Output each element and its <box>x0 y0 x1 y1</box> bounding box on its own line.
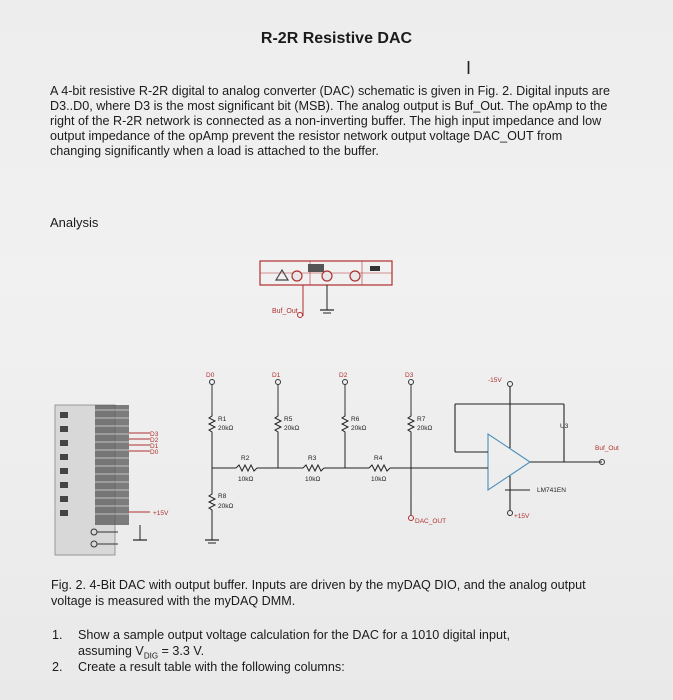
question-1-number: 1. <box>52 628 63 642</box>
resistor-label-r1: R1 <box>218 416 227 423</box>
resistor-label-r7: R7 <box>417 416 426 423</box>
daq-bit-label-d3: D3 <box>150 431 159 438</box>
resistor-value-r2: 10kΩ <box>238 476 254 483</box>
resistor-label-r3: R3 <box>308 455 317 462</box>
neg-supply-label: -15V <box>488 377 502 384</box>
question-1 <box>52 628 510 664</box>
resistor-label-r6: R6 <box>351 416 360 423</box>
input-label-d2: D2 <box>339 372 348 379</box>
daq-supply-label: +15V <box>153 510 169 517</box>
daq-bit-label-d1: D1 <box>150 443 159 450</box>
question-1-line-2-sub: DIG <box>143 651 159 661</box>
daq-bit-label-d0: D0 <box>150 449 159 456</box>
resistor-label-r8: R8 <box>218 493 227 500</box>
mydaq-connector-icon <box>55 405 129 555</box>
daq-bit-label-d2: D2 <box>150 437 159 444</box>
opamp-part-label: LM741EN <box>537 487 566 494</box>
question-1-line-2-suffix: = 3.3 V. <box>158 643 205 658</box>
question-2-number: 2. <box>52 660 63 674</box>
resistor-value-r3: 10kΩ <box>305 476 321 483</box>
resistor-value-r1: 20kΩ <box>218 425 234 432</box>
buf-out-label: Buf_Out <box>595 445 619 452</box>
question-1-line-2-prefix: assuming V <box>78 643 144 658</box>
resistor-label-r4: R4 <box>374 455 383 462</box>
pos-supply-label: +15V <box>514 513 530 520</box>
question-2 <box>52 660 345 676</box>
dmm-meter-icon <box>260 261 392 285</box>
figure-caption: Fig. 2. 4-Bit DAC with output buffer. Inputs are driven by the myDAQ DIO, and the analog output voltage is measured with the myDAQ DMM. <box>51 578 586 608</box>
opamp-icon <box>411 387 602 510</box>
resistor-value-r8: 20kΩ <box>218 503 234 510</box>
opamp-ref-label: U3 <box>560 423 569 430</box>
input-label-d3: D3 <box>405 372 414 379</box>
resistor-label-r5: R5 <box>284 416 293 423</box>
text-cursor-icon: I <box>466 58 472 78</box>
resistor-value-r4: 10kΩ <box>371 476 387 483</box>
intro-paragraph: A 4-bit resistive R-2R digital to analog converter (DAC) schematic is given in Fig. 2. Digital inputs are D3..D0, where D3 is the most significant bit (MSB). The analog output is Buf_Out. The opAmp to the right of the R-2R network is connected as a non-inverting buffer. The high input impedance and low output impedance of the opAmp prevent the resistor network output voltage DAC_OUT from changing significantly when a load is attached to the buffer. <box>50 84 610 158</box>
resistor-value-r5: 20kΩ <box>284 425 300 432</box>
question-2-text: Create a result table with the following columns: <box>78 660 345 674</box>
input-label-d0: D0 <box>206 372 215 379</box>
input-label-d1: D1 <box>272 372 281 379</box>
resistor-label-r2: R2 <box>241 455 250 462</box>
resistor-value-r7: 20kΩ <box>417 425 433 432</box>
page-title: R-2R Resistive DAC <box>260 30 413 47</box>
analysis-heading: Analysis <box>50 215 99 230</box>
question-1-line-1: Show a sample output voltage calculation for the DAC for a 1010 digital input, <box>78 628 510 642</box>
dac-out-label: DAC_OUT <box>415 518 447 525</box>
resistor-value-r6: 20kΩ <box>351 425 367 432</box>
meter-output-label: Buf_Out <box>272 308 298 315</box>
